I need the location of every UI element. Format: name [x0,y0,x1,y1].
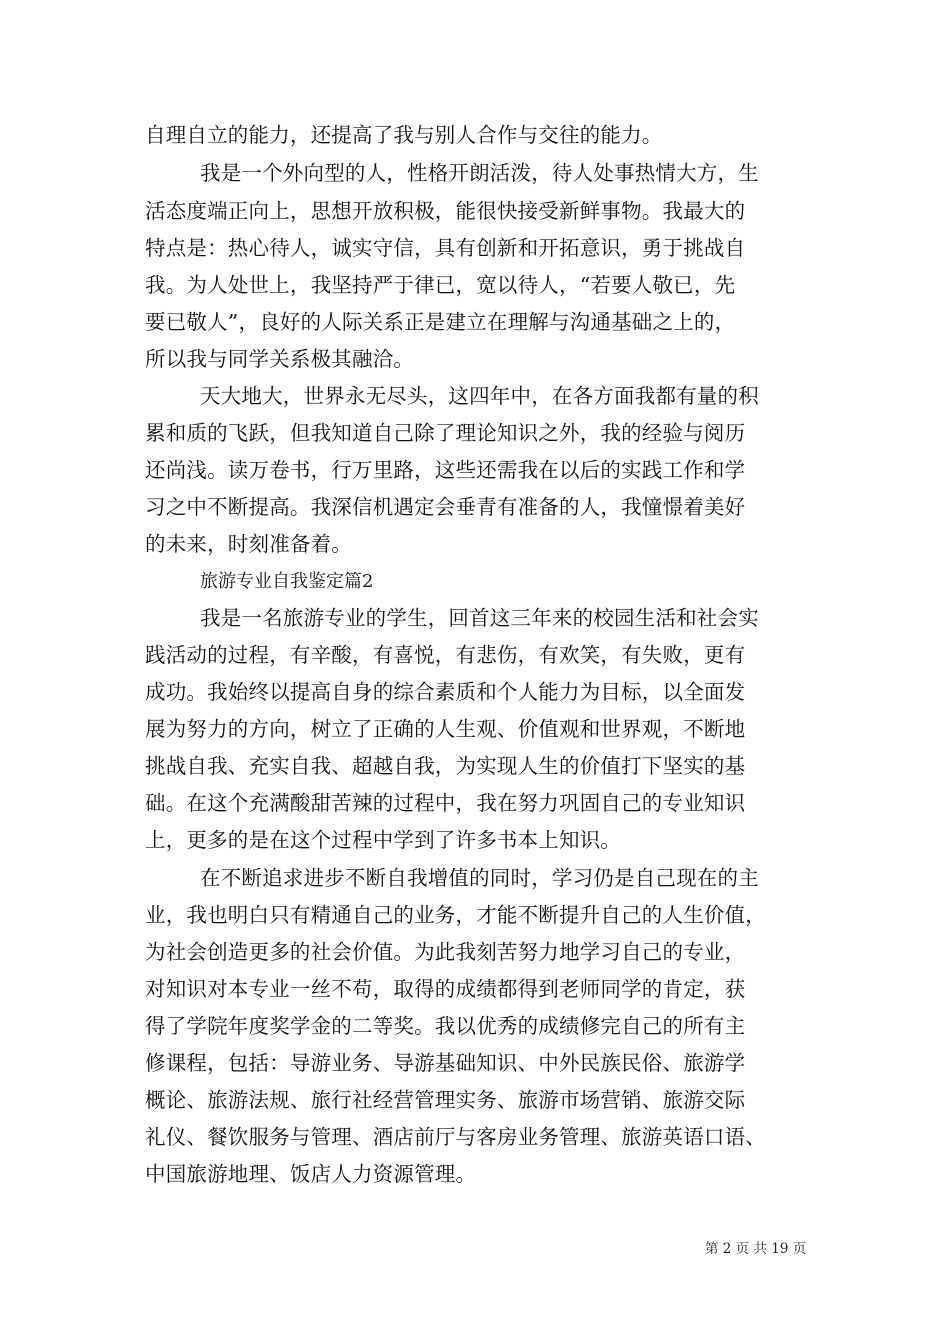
text-line: 自理自立的能力，还提高了我与别人合作与交往的能力。 [145,123,663,147]
page-number: 第 2 页 共 19 页 [705,1241,807,1257]
text-line: 我是一个外向型的人，性格开朗活泼，待人处事热情大方，生 [200,161,759,185]
text-line: 践活动的过程，有辛酸，有喜悦，有悲伤，有欢笑，有失败，更有 [145,643,746,667]
text-line: 修课程，包括：导游业务、导游基础知识、中外民族民俗、旅游学 [145,1051,746,1075]
text-line: 对知识对本专业一丝不苟，取得的成绩都得到老师同学的肯定，获 [145,977,746,1001]
text-line: 础。在这个充满酸甜苦辣的过程中，我在努力巩固自己的专业知识 [145,791,746,815]
text-line: 得了学院年度奖学金的二等奖。我以优秀的成绩修完自己的所有主 [145,1014,746,1038]
text-line: 成功。我始终以提高自身的综合素质和个人能力为目标，以全面发 [145,680,746,704]
text-line: 累和质的飞跃，但我知道自己除了理论知识之外，我的经验与阅历 [145,421,746,445]
text-line: 我。为人处世上，我坚持严于律已，宽以待人，“若要人敬已，先 [145,273,736,297]
text-line: 礼仪、餐饮服务与管理、酒店前厅与客房业务管理、旅游英语口语、 [145,1125,766,1149]
text-line: 中国旅游地理、饭店人力资源管理。 [145,1162,477,1186]
text-line: 业，我也明白只有精通自己的业务，才能不断提升自己的人生价值， [145,903,766,927]
text-line: 还尚浅。读万卷书，行万里路，这些还需我在以后的实践工作和学 [145,458,746,482]
text-line: 天大地大，世界永无尽头，这四年中，在各方面我都有量的积 [200,384,759,408]
text-line: 上，更多的是在这个过程中学到了许多书本上知识。 [145,828,622,852]
text-line: 要已敬人”，良好的人际关系正是建立在理解与沟通基础之上的， [145,310,736,334]
text-line: 习之中不断提高。我深信机遇定会垂青有准备的人，我憧憬着美好 [145,495,746,519]
text-line: 为社会创造更多的社会价值。为此我刻苦努力地学习自己的专业， [145,940,746,964]
text-line: 的未来，时刻准备着。 [145,532,352,556]
text-line: 特点是：热心待人，诚实守信，具有创新和开拓意识，勇于挑战自 [145,236,746,260]
text-line: 在不断追求进步不断自我增值的同时，学习仍是自己现在的主 [200,866,759,890]
section-heading: 旅游专业自我鉴定篇2 [200,571,374,592]
text-line: 活态度端正向上，思想开放积极，能很快接受新鲜事物。我最大的 [145,199,746,223]
text-line: 我是一名旅游专业的学生，回首这三年来的校园生活和社会实 [200,606,759,630]
text-line: 概论、旅游法规、旅行社经营管理实务、旅游市场营销、旅游交际 [145,1088,746,1112]
text-line: 挑战自我、充实自我、超越自我，为实现人生的价值打下坚实的基 [145,754,746,778]
text-line: 展为努力的方向，树立了正确的人生观、价值观和世界观，不断地 [145,717,746,741]
text-line: 所以我与同学关系极其融洽。 [145,347,415,371]
